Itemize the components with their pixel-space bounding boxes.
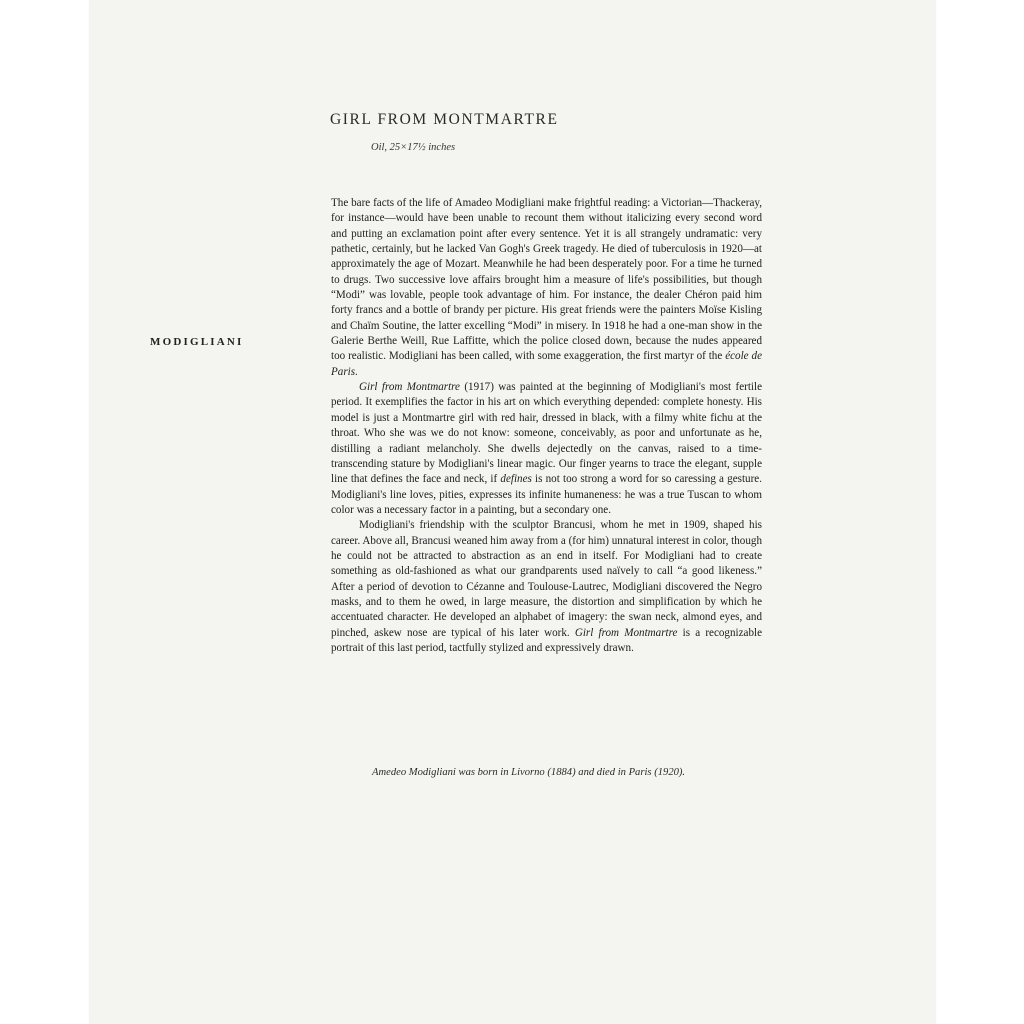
text-run: is not too strong a word for so caressing a gesture. Modigliani's line loves, pities, expresses its infinite humaneness: he was a true Tuscan to whom color was a necessary factor in a painting, but a secondary one. [331,473,762,516]
text-run: is a recognizable portrait of this last period, tactfully stylized and expressively drawn. [331,626,763,654]
biography-caption: Amedeo Modigliani was born in Livorno (1884) and died in Paris (1920). [372,767,686,778]
text-run: (1917) was painted at the beginning of Modigliani's most fertile period. It exemplifies the factor in his art on which everything depended: complete honesty. His model is just a Montmartre girl with red hair, dressed in black, with a filmy white fichu at the throat. Who she was we do not know: someone, conceivably, as poor and unfortunate as he, distilling a radiant melancholy. She dwells dejectedly on the canvas, raised to a time-transcending stature by Modigliani's linear magic. Our finger yearns to trace the elegant, supple line that defines the face and neck, if [331,381,762,486]
italic-text-run: Girl from Montmartre [574,626,678,639]
page-title: GIRL FROM MONTMARTRE [330,111,559,128]
book-page [90,0,935,1024]
artist-name: MODIGLIANI [150,336,244,348]
italic-text-run: defines [500,473,532,486]
essay-body [331,196,762,656]
painting-medium-caption: Oil, 25×17½ inches [371,142,456,153]
italic-text-run: Girl from Montmartre [359,381,460,394]
text-run: The bare facts of the life of Amadeo Modigliani make frightful reading: a Victorian—Thackeray, for instance—would have been unable to recount them without italicizing every second word and putting an exclamation point after every sentence. Yet it is all strangely undramatic: very pathetic, certainly, but he lacked Van Gogh's Greek tragedy. He died of tuberculosis in 1920—at approximately the age of Mozart. Meanwhile he had been desperately poor. For a time he turned to drugs. Two successive love affairs brought him a measure of life's possibilities, but though “Modi” was lovable, people took advantage of him. For instance, the dealer Chéron paid him forty francs and a bottle of brandy per picture. His great friends were the painters Moïse Kisling and Chaïm Soutine, the latter excelling “Modi” in misery. In 1918 he had a one-man show in the Galerie Berthe Weill, Rue Laffitte, which the police closed down, because the nudes appeared too realistic. Modigliani has been called, with some exaggeration, the first martyr of the [331,197,762,363]
text-run: Modigliani's friendship with the sculptor Brancusi, whom he met in 1909, shaped his career. Above all, Brancusi weaned him away from a (for him) unnatural interest in color, though he could not be attracted to abstraction as an end in itself. For Modigliani had to create something as old-fashioned as what our grandparents used naïvely to call “a good likeness.” After a period of devotion to Cézanne and Toulouse-Lautrec, Modigliani discovered the Negro masks, and to them he owed, in large measure, the distortion and simplification by which he accentuated character. He developed an alphabet of imagery: the swan neck, almond eyes, and pinched, askew nose are typical of his later work. [331,519,762,639]
essay-paragraph [331,196,762,380]
text-run: . [355,365,358,378]
italic-text-run: école de Paris [331,350,762,378]
essay-paragraph [331,380,762,518]
essay-paragraph [331,518,762,656]
